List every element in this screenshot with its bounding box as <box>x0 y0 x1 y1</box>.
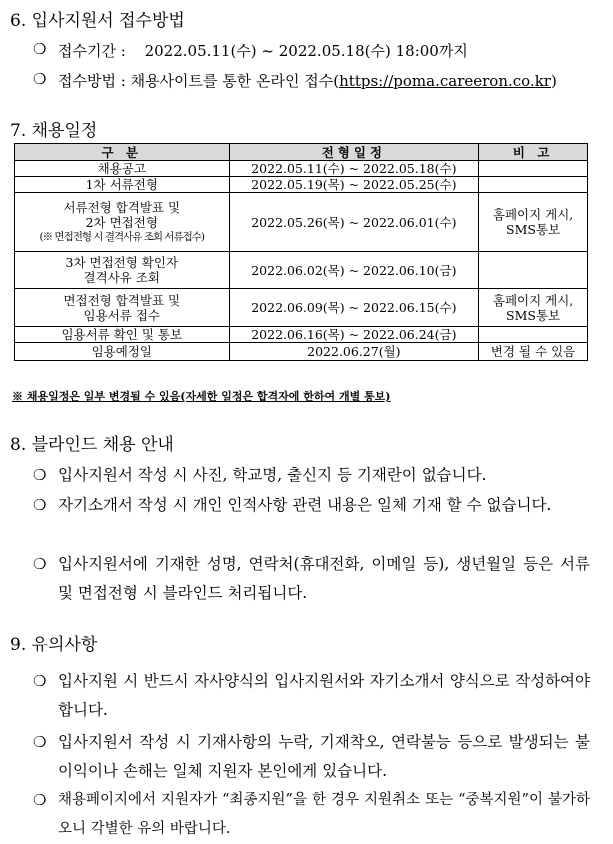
bullet-icon: ❍ <box>33 70 47 88</box>
row-category-line: 서류전형 합격발표 및 <box>63 199 181 215</box>
bullet-icon: ❍ <box>33 496 47 514</box>
period-line <box>58 40 468 61</box>
bullet-icon: ❍ <box>33 466 47 484</box>
method-line <box>58 70 557 91</box>
table-row <box>15 193 588 252</box>
bullet-icon: ❍ <box>33 40 47 58</box>
table-row <box>15 289 588 327</box>
schedule-table <box>14 143 588 361</box>
row-category-line: 결격사유 조회 <box>83 270 160 285</box>
blind-item-2: 자기소개서 작성 시 개인 인적사항 관련 내용은 일체 기재 할 수 없습니다. <box>58 496 552 514</box>
bullet-icon: ❍ <box>33 672 47 690</box>
row-category-sub: (※ 면접전형 시 결격사유 조회 서류접수) <box>39 230 205 243</box>
row-note: 변경 될 수 있음 <box>479 343 588 361</box>
table-row <box>15 161 588 177</box>
row-category: 1차 서류전형 <box>15 177 230 193</box>
row-note <box>479 193 588 252</box>
section9-heading: 9. 유의사항 <box>10 635 98 655</box>
row-note <box>479 252 588 289</box>
row-date: 2022.05.11(수) ~ 2022.05.18(수) <box>229 161 479 177</box>
method-paren-close: ) <box>550 72 557 90</box>
row-date: 2022.05.19(목) ~ 2022.05.25(수) <box>229 177 479 193</box>
section7-heading: 7. 채용일정 <box>10 121 98 141</box>
row-date: 2022.06.02(목) ~ 2022.06.10(금) <box>229 252 479 289</box>
row-date: 2022.06.27(월) <box>229 343 479 361</box>
row-date: 2022.06.09(목) ~ 2022.06.15(수) <box>229 289 479 327</box>
row-note <box>479 289 588 327</box>
header-note: 비 고 <box>479 144 588 161</box>
table-row <box>15 177 588 193</box>
method-value: 채용사이트를 통한 온라인 접수 <box>130 72 334 90</box>
row-note-line: SMS통보 <box>506 222 561 237</box>
table-row <box>15 252 588 289</box>
bullet-icon: ❍ <box>33 555 47 573</box>
table-row <box>15 327 588 343</box>
header-category: 구 분 <box>15 144 230 161</box>
row-category <box>15 193 230 252</box>
schedule-notice: ※ 채용일정은 일부 변경될 수 있음(자세한 일정은 합격자에 한하여 개별 통보) <box>12 390 391 403</box>
row-note <box>479 327 588 343</box>
header-schedule: 전형일정 <box>229 144 479 161</box>
section8-heading: 8. 블라인드 채용 안내 <box>10 435 174 455</box>
row-category <box>15 252 230 289</box>
bullet-icon: ❍ <box>33 733 47 751</box>
section6-heading: 6. 입사지원서 접수방법 <box>10 11 185 31</box>
row-category-line: 임용서류 접수 <box>83 307 160 323</box>
bullet-icon: ❍ <box>33 791 47 809</box>
blind-item-1: 입사지원서 작성 시 사진, 학교명, 출신지 등 기재란이 없습니다. <box>58 466 487 484</box>
row-note <box>479 177 588 193</box>
row-category-line: 면접전형 합격발표 및 <box>63 292 181 308</box>
row-category: 임용서류 확인 및 통보 <box>15 327 230 343</box>
method-paren-open: ( <box>333 72 340 90</box>
caution-item-3: 채용페이지에서 지원자가 “최종지원”을 한 경우 지원취소 또는 “중복지원”이 불가하오니 각별한 유의 바랍니다. <box>58 792 590 837</box>
period-label: 접수기간 : <box>58 42 126 60</box>
row-category: 임용예정일 <box>15 343 230 361</box>
row-note-line: 홈페이지 게시, <box>492 292 574 308</box>
row-date: 2022.05.26(목) ~ 2022.06.01(수) <box>229 193 479 252</box>
row-date: 2022.06.16(목) ~ 2022.06.24(금) <box>229 327 479 343</box>
row-note-line: SMS통보 <box>506 307 561 323</box>
blind-item-3: 입사지원서에 기재한 성명, 연락처(휴대전화, 이메일 등), 생년월일 등은 서류 및 면접전형 시 블라인드 처리됩니다. <box>58 555 590 602</box>
method-label: 접수방법 : <box>58 72 126 90</box>
row-note <box>479 161 588 177</box>
caution-item-1: 입사지원 시 반드시 자사양식의 입사지원서와 자기소개서 양식으로 작성하여야 합니다. <box>58 672 590 719</box>
row-category <box>15 289 230 327</box>
row-category: 채용공고 <box>15 161 230 177</box>
career-site-link[interactable]: https://poma.careeron.co.kr <box>339 72 551 90</box>
row-category-line: 3차 면접전형 확인자 <box>65 255 179 270</box>
caution-item-2: 입사지원서 작성 시 기재사항의 누락, 기재착오, 연락불능 등으로 발생되는 불이익이나 손해는 일체 지원자 본인에게 있습니다. <box>58 733 590 780</box>
row-note-line: 홈페이지 게시, <box>492 207 574 222</box>
table-row <box>15 343 588 361</box>
period-value: 2022.05.11(수) ~ 2022.05.18(수) 18:00까지 <box>144 42 468 60</box>
row-category-line: 2차 면접전형 <box>85 214 158 230</box>
table-header-row <box>15 144 588 161</box>
